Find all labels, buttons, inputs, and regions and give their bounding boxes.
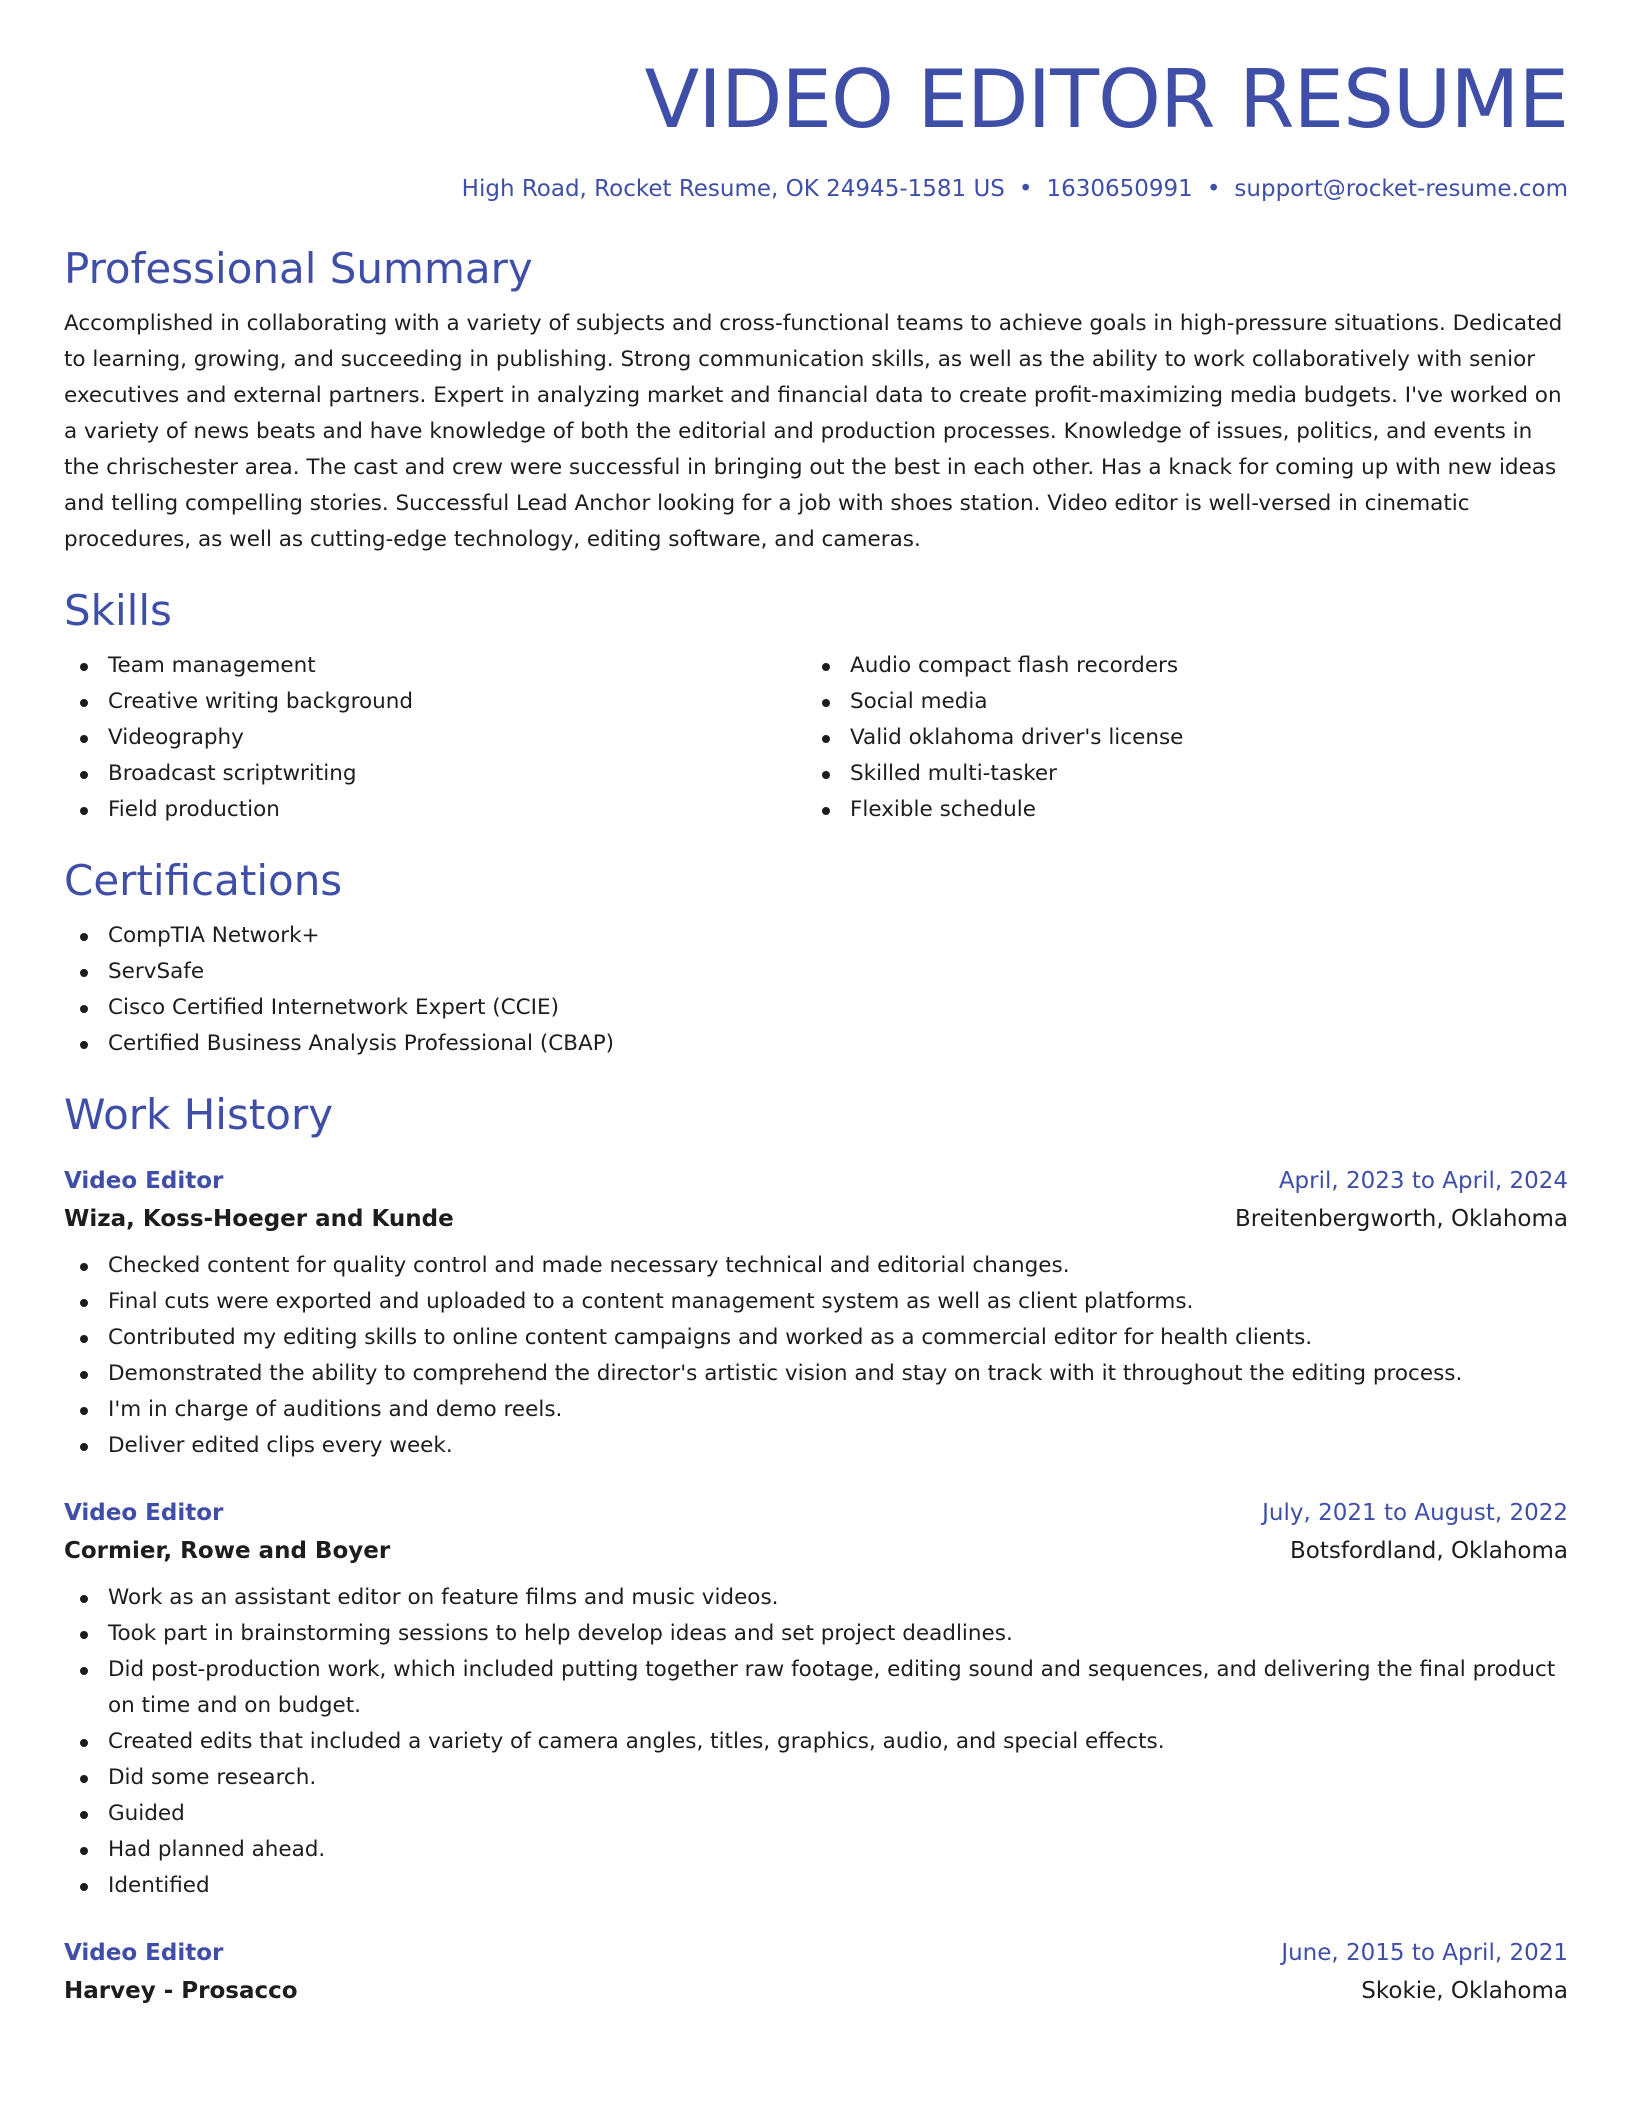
- skills-list-right: [806, 648, 1568, 828]
- skill-item: Creative writing background: [64, 684, 806, 720]
- job-bullet: Took part in brainstorming sessions to help develop ideas and set project deadlines.: [64, 1616, 1568, 1652]
- job-bullet: Created edits that included a variety of camera angles, titles, graphics, audio, and special effects.: [64, 1724, 1568, 1760]
- certification-item: CompTIA Network+: [64, 918, 1568, 954]
- job-company-row: [64, 1532, 1568, 1570]
- job-company: Cormier, Rowe and Boyer: [64, 1538, 391, 1564]
- job-bullet: Final cuts were exported and uploaded to a content management system as well as client platforms.: [64, 1284, 1568, 1320]
- job-entry: [64, 1934, 1568, 2010]
- summary-text: Accomplished in collaborating with a variety of subjects and cross-functional teams to achieve goals in high-pressure situations. Dedicated to learning, growing, and succeeding in publishing. Strong communication skills, as well as the ability to work collaboratively with senior executives and external partners. Expert in analyzing market and financial data to create profit-maximizing media budgets. I've worked on a variety of news beats and have knowledge of both the editorial and production processes. Knowledge of issues, politics, and events in the chrischester area. The cast and crew were successful in bringing out the best in each other. Has a knack for coming up with new ideas and telling compelling stories. Successful Lead Anchor looking for a job with shoes station. Video editor is well-versed in cinematic procedures, as well as cutting-edge technology, editing software, and cameras.: [64, 311, 1563, 552]
- contact-line: [64, 174, 1568, 204]
- job-bullet: Checked content for quality control and made necessary technical and editorial changes.: [64, 1248, 1568, 1284]
- job-title: Video Editor: [64, 1168, 224, 1194]
- job-entry: [64, 1494, 1568, 1904]
- skills-heading: Skills: [64, 586, 172, 635]
- contact-address: High Road, Rocket Resume, OK 24945-1581 US: [461, 176, 1005, 202]
- job-location: Skokie, Oklahoma: [1361, 1978, 1568, 2004]
- skill-item: Broadcast scriptwriting: [64, 756, 806, 792]
- job-company-row: [64, 1200, 1568, 1238]
- contact-separator: •: [1018, 176, 1033, 202]
- skill-item: Valid oklahoma driver's license: [806, 720, 1568, 756]
- job-company: Wiza, Koss-Hoeger and Kunde: [64, 1206, 454, 1232]
- certification-item: Certified Business Analysis Professional (CBAP): [64, 1026, 1568, 1062]
- job-dates: June, 2015 to April, 2021: [1281, 1940, 1568, 1966]
- job-company: Harvey - Prosacco: [64, 1978, 298, 2004]
- skills-grid: [64, 648, 1568, 828]
- skill-item: Team management: [64, 648, 806, 684]
- skill-item: Flexible schedule: [806, 792, 1568, 828]
- skills-list-left: [64, 648, 806, 828]
- contact-separator: •: [1206, 176, 1221, 202]
- job-dates: April, 2023 to April, 2024: [1278, 1168, 1568, 1194]
- certifications-heading: Certifications: [64, 856, 343, 905]
- job-bullets: [64, 1580, 1568, 1904]
- job-bullet: Did post-production work, which included putting together raw footage, editing sound and sequences, and delivering the final product on time and on budget.: [64, 1652, 1568, 1724]
- skill-item: Social media: [806, 684, 1568, 720]
- skill-item: Audio compact flash recorders: [806, 648, 1568, 684]
- job-company-row: [64, 1972, 1568, 2010]
- job-location: Breitenbergworth, Oklahoma: [1234, 1206, 1568, 1232]
- job-header-row: [64, 1162, 1568, 1200]
- job-header-row: [64, 1494, 1568, 1532]
- job-dates: July, 2021 to August, 2022: [1262, 1500, 1568, 1526]
- job-bullet: Did some research.: [64, 1760, 1568, 1796]
- job-bullet: Identified: [64, 1868, 1568, 1904]
- summary-heading: Professional Summary: [64, 244, 533, 293]
- job-bullet: I'm in charge of auditions and demo reels.: [64, 1392, 1568, 1428]
- skill-item: Videography: [64, 720, 806, 756]
- contact-email[interactable]: support@rocket-resume.com: [1234, 176, 1568, 202]
- certification-item: Cisco Certified Internetwork Expert (CCIE): [64, 990, 1568, 1026]
- contact-phone[interactable]: 1630650991: [1046, 176, 1193, 202]
- job-bullet: Had planned ahead.: [64, 1832, 1568, 1868]
- job-header-row: [64, 1934, 1568, 1972]
- job-bullet: Demonstrated the ability to comprehend the director's artistic vision and stay on track with it throughout the editing process.: [64, 1356, 1568, 1392]
- job-title: Video Editor: [64, 1940, 224, 1966]
- job-bullets: [64, 1248, 1568, 1464]
- certification-item: ServSafe: [64, 954, 1568, 990]
- work-history-heading: Work History: [64, 1090, 334, 1139]
- job-entry: [64, 1162, 1568, 1464]
- skill-item: Skilled multi-tasker: [806, 756, 1568, 792]
- job-bullet: Guided: [64, 1796, 1568, 1832]
- job-location: Botsfordland, Oklahoma: [1289, 1538, 1568, 1564]
- job-title: Video Editor: [64, 1500, 224, 1526]
- certifications-list: [64, 918, 1568, 1062]
- skill-item: Field production: [64, 792, 806, 828]
- job-bullet: Contributed my editing skills to online content campaigns and worked as a commercial editor for health clients.: [64, 1320, 1568, 1356]
- resume-title: VIDEO EDITOR RESUME: [644, 53, 1568, 146]
- job-bullet: Deliver edited clips every week.: [64, 1428, 1568, 1464]
- job-bullet: Work as an assistant editor on feature films and music videos.: [64, 1580, 1568, 1616]
